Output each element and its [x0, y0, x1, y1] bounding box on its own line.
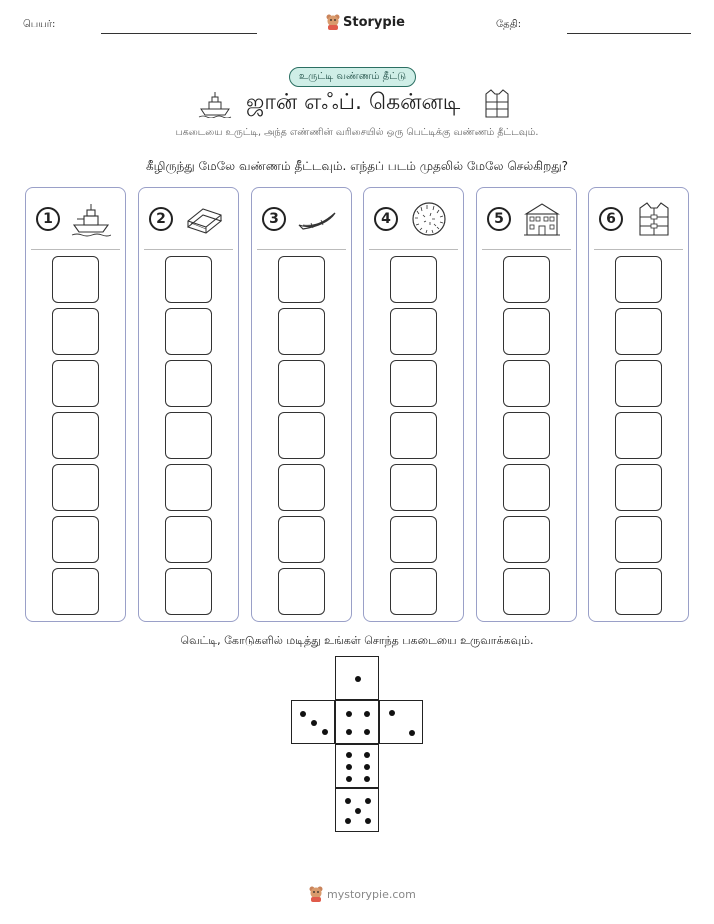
- color-box[interactable]: [52, 412, 99, 459]
- die-pip: [311, 720, 317, 726]
- color-box[interactable]: [390, 256, 437, 303]
- ship-icon: [198, 90, 232, 118]
- die-pip: [346, 729, 352, 735]
- column-2: [138, 187, 239, 622]
- color-box[interactable]: [615, 308, 662, 355]
- die-pip: [364, 752, 370, 758]
- column-6: [588, 187, 689, 622]
- color-box[interactable]: [165, 360, 212, 407]
- color-box[interactable]: [390, 516, 437, 563]
- die-face: [335, 744, 379, 788]
- column-number: 2: [149, 207, 173, 231]
- color-box[interactable]: [165, 516, 212, 563]
- color-box[interactable]: [165, 256, 212, 303]
- color-box[interactable]: [52, 516, 99, 563]
- color-box[interactable]: [503, 256, 550, 303]
- color-box[interactable]: [165, 464, 212, 511]
- color-box[interactable]: [390, 360, 437, 407]
- die-pip: [346, 776, 352, 782]
- color-box[interactable]: [52, 568, 99, 615]
- color-box[interactable]: [165, 568, 212, 615]
- color-box[interactable]: [278, 464, 325, 511]
- die-pip: [365, 818, 371, 824]
- color-box[interactable]: [165, 308, 212, 355]
- color-box[interactable]: [278, 568, 325, 615]
- brand-name: Storypie: [343, 14, 405, 30]
- bear-logo-icon: [326, 14, 340, 30]
- column-number: 1: [36, 207, 60, 231]
- die-pip: [409, 730, 415, 736]
- color-box[interactable]: [615, 516, 662, 563]
- color-box[interactable]: [52, 256, 99, 303]
- question-text: கீழிருந்து மேலே வண்ணம் தீட்டவும். எந்தப் படம் முதலில் மேலே செல்கிறது?: [145, 159, 569, 173]
- die-face: [291, 700, 335, 744]
- die-net: [291, 656, 423, 836]
- coconut-icon: [409, 201, 449, 237]
- color-box[interactable]: [278, 516, 325, 563]
- instructions-subtitle: பகடையை உருட்டி, அந்த எண்ணின் வரிசையில் ஒரு பெட்டிக்கு வண்ணம் தீட்டவும்.: [175, 127, 539, 138]
- die-pip: [346, 764, 352, 770]
- color-box[interactable]: [390, 308, 437, 355]
- color-box[interactable]: [278, 412, 325, 459]
- footer-url: mystorypie.com: [327, 887, 416, 901]
- house-icon: [522, 201, 562, 237]
- die-pip: [346, 711, 352, 717]
- cut-instruction: வெட்டி, கோடுகளில் மடித்து உங்கள் சொந்த பகடையை உருவாக்கவும்.: [180, 634, 534, 647]
- ship-icon: [71, 201, 111, 237]
- die-pip: [300, 711, 306, 717]
- column-divider: [594, 249, 683, 250]
- die-pip: [355, 676, 361, 682]
- column-divider: [31, 249, 120, 250]
- bear-logo-icon: [309, 886, 323, 902]
- date-line[interactable]: [567, 33, 691, 34]
- die-pip: [364, 729, 370, 735]
- die-pip: [364, 776, 370, 782]
- footer: [309, 886, 416, 902]
- die-face: [379, 700, 423, 744]
- color-box[interactable]: [390, 412, 437, 459]
- color-box[interactable]: [52, 464, 99, 511]
- life-vest-icon: [483, 88, 511, 120]
- column-5: [476, 187, 577, 622]
- date-label: தேதி:: [496, 19, 522, 30]
- die-pip: [346, 752, 352, 758]
- die-pip: [355, 808, 361, 814]
- column-divider: [482, 249, 571, 250]
- color-box[interactable]: [503, 308, 550, 355]
- die-pip: [322, 729, 328, 735]
- die-face: [335, 788, 379, 832]
- name-label: பெயர்:: [23, 19, 56, 30]
- die-face: [335, 700, 379, 744]
- brand-logo: [326, 14, 405, 30]
- die-pip: [364, 764, 370, 770]
- color-box[interactable]: [615, 256, 662, 303]
- life-vest-icon: [634, 201, 674, 237]
- column-1: [25, 187, 126, 622]
- color-box[interactable]: [165, 412, 212, 459]
- column-divider: [257, 249, 346, 250]
- color-box[interactable]: [615, 412, 662, 459]
- color-box[interactable]: [615, 568, 662, 615]
- color-box[interactable]: [503, 412, 550, 459]
- color-box[interactable]: [615, 464, 662, 511]
- name-line[interactable]: [101, 33, 257, 34]
- color-box[interactable]: [390, 568, 437, 615]
- column-number: 3: [262, 207, 286, 231]
- die-pip: [364, 711, 370, 717]
- page-title: ஜான் எஃப். கென்னடி: [246, 90, 461, 115]
- color-box[interactable]: [615, 360, 662, 407]
- die-pip: [365, 798, 371, 804]
- color-box[interactable]: [390, 464, 437, 511]
- column-number: 4: [374, 207, 398, 231]
- activity-badge: உருட்டி வண்ணம் தீட்டு: [289, 67, 416, 87]
- column-number: 6: [599, 207, 623, 231]
- column-3: [251, 187, 352, 622]
- die-pip: [345, 798, 351, 804]
- color-box[interactable]: [278, 308, 325, 355]
- canoe-icon: [297, 201, 337, 237]
- die-pip: [345, 818, 351, 824]
- color-box[interactable]: [278, 256, 325, 303]
- die-pip: [389, 710, 395, 716]
- color-box[interactable]: [503, 516, 550, 563]
- column-4: [363, 187, 464, 622]
- column-divider: [144, 249, 233, 250]
- color-box[interactable]: [52, 308, 99, 355]
- color-box[interactable]: [503, 360, 550, 407]
- column-number: 5: [487, 207, 511, 231]
- color-box[interactable]: [503, 568, 550, 615]
- book-icon: [184, 201, 224, 237]
- column-divider: [369, 249, 458, 250]
- color-box[interactable]: [503, 464, 550, 511]
- color-box[interactable]: [52, 360, 99, 407]
- die-face: [335, 656, 379, 700]
- color-box[interactable]: [278, 360, 325, 407]
